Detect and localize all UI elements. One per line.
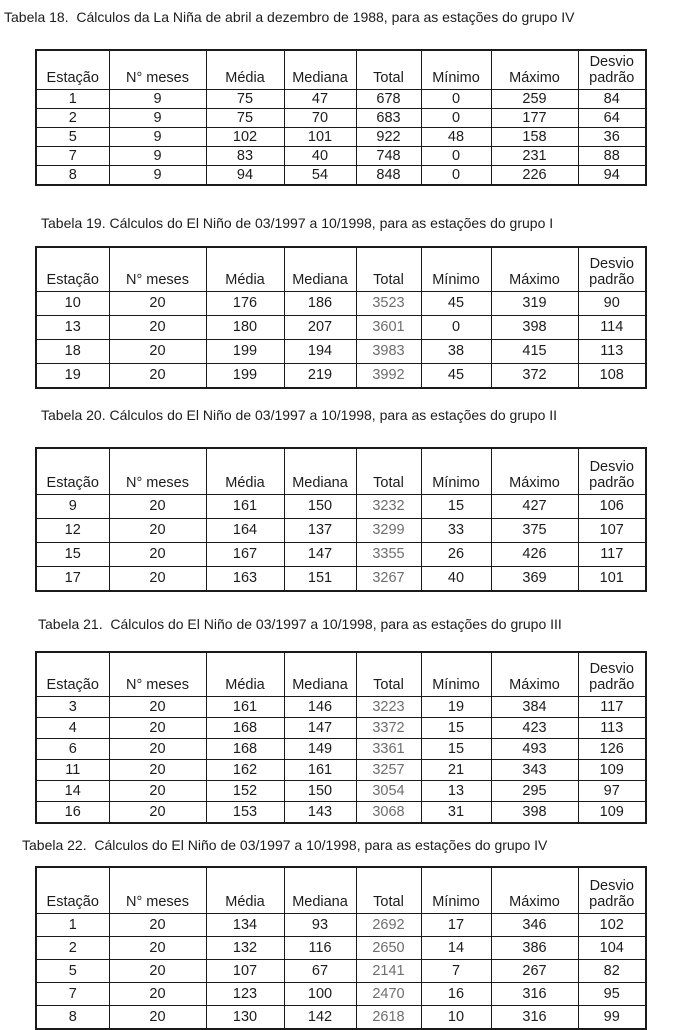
cell: 101 xyxy=(578,567,646,592)
column-header: Máximo xyxy=(491,247,578,292)
stats-table xyxy=(35,651,647,824)
cell: 168 xyxy=(206,739,284,760)
header-row xyxy=(36,247,646,292)
column-header: Mínimo xyxy=(421,50,491,90)
column-header: Máximo xyxy=(491,448,578,495)
cell: 75 xyxy=(206,90,284,109)
cell: 199 xyxy=(206,364,284,389)
cell: 2618 xyxy=(356,1006,421,1030)
cell: 848 xyxy=(356,166,421,186)
cell: 20 xyxy=(109,519,206,543)
cell: 398 xyxy=(491,802,578,824)
column-header: Mínimo xyxy=(421,247,491,292)
cell: 99 xyxy=(578,1006,646,1030)
table-section-20 xyxy=(0,389,674,592)
cell: 3601 xyxy=(356,316,421,340)
cell: 3054 xyxy=(356,781,421,802)
cell: 20 xyxy=(109,760,206,781)
cell: 372 xyxy=(491,364,578,389)
table-row xyxy=(36,90,646,109)
cell: 6 xyxy=(36,739,109,760)
table-row xyxy=(36,802,646,824)
cell: 10 xyxy=(421,1006,491,1030)
table-section-18 xyxy=(0,0,674,186)
column-header: Estação xyxy=(36,448,109,495)
column-header: Mínimo xyxy=(421,652,491,697)
cell: 9 xyxy=(109,90,206,109)
column-header: Média xyxy=(206,247,284,292)
cell: 9 xyxy=(109,109,206,128)
column-header: Mínimo xyxy=(421,448,491,495)
column-header: Total xyxy=(356,867,421,914)
cell: 5 xyxy=(36,960,109,983)
header-row xyxy=(36,448,646,495)
cell: 386 xyxy=(491,937,578,960)
cell: 2 xyxy=(36,109,109,128)
cell: 33 xyxy=(421,519,491,543)
cell: 3523 xyxy=(356,292,421,316)
cell: 152 xyxy=(206,781,284,802)
cell: 0 xyxy=(421,109,491,128)
cell: 26 xyxy=(421,543,491,567)
table-row xyxy=(36,697,646,718)
cell: 97 xyxy=(578,781,646,802)
cell: 9 xyxy=(109,128,206,147)
table-section-19 xyxy=(0,186,674,389)
cell: 40 xyxy=(284,147,356,166)
cell: 426 xyxy=(491,543,578,567)
column-header: Estação xyxy=(36,50,109,90)
cell: 20 xyxy=(109,292,206,316)
table-title: Tabela 21. Cálculos do El Niño de 03/1997 a 10/1998, para as estações do grupo III xyxy=(38,616,562,632)
table-row xyxy=(36,519,646,543)
cell: 45 xyxy=(421,292,491,316)
cell: 9 xyxy=(109,166,206,186)
cell: 102 xyxy=(578,914,646,937)
table-row xyxy=(36,983,646,1006)
cell: 38 xyxy=(421,340,491,364)
cell: 346 xyxy=(491,914,578,937)
header-row xyxy=(36,652,646,697)
cell: 16 xyxy=(36,802,109,824)
column-header: Total xyxy=(356,50,421,90)
cell: 20 xyxy=(109,1006,206,1030)
cell: 11 xyxy=(36,760,109,781)
cell: 20 xyxy=(109,316,206,340)
table-row xyxy=(36,567,646,592)
cell: 142 xyxy=(284,1006,356,1030)
table-row xyxy=(36,147,646,166)
cell: 9 xyxy=(36,495,109,519)
cell: 3355 xyxy=(356,543,421,567)
cell: 8 xyxy=(36,1006,109,1030)
cell: 14 xyxy=(36,781,109,802)
cell: 375 xyxy=(491,519,578,543)
cell: 31 xyxy=(421,802,491,824)
cell: 163 xyxy=(206,567,284,592)
cell: 54 xyxy=(284,166,356,186)
cell: 1 xyxy=(36,914,109,937)
cell: 104 xyxy=(578,937,646,960)
column-header: Máximo xyxy=(491,652,578,697)
cell: 109 xyxy=(578,760,646,781)
cell: 108 xyxy=(578,364,646,389)
table-row xyxy=(36,364,646,389)
cell: 93 xyxy=(284,914,356,937)
cell: 316 xyxy=(491,983,578,1006)
column-header: N° meses xyxy=(109,867,206,914)
cell: 147 xyxy=(284,718,356,739)
column-header: N° meses xyxy=(109,652,206,697)
cell: 64 xyxy=(578,109,646,128)
cell: 369 xyxy=(491,567,578,592)
cell: 137 xyxy=(284,519,356,543)
cell: 101 xyxy=(284,128,356,147)
table-title: Tabela 20. Cálculos do El Niño de 03/1997 a 10/1998, para as estações do grupo II xyxy=(41,407,558,423)
cell: 17 xyxy=(36,567,109,592)
cell: 158 xyxy=(491,128,578,147)
cell: 109 xyxy=(578,802,646,824)
cell: 231 xyxy=(491,147,578,166)
cell: 3068 xyxy=(356,802,421,824)
cell: 20 xyxy=(109,983,206,1006)
cell: 0 xyxy=(421,316,491,340)
cell: 316 xyxy=(491,1006,578,1030)
table-title: Tabela 19. Cálculos do El Niño de 03/1997 a 10/1998, para as estações do grupo I xyxy=(41,215,554,231)
cell: 20 xyxy=(109,781,206,802)
column-header: Estação xyxy=(36,247,109,292)
cell: 343 xyxy=(491,760,578,781)
cell: 177 xyxy=(491,109,578,128)
cell: 143 xyxy=(284,802,356,824)
cell: 151 xyxy=(284,567,356,592)
cell: 199 xyxy=(206,340,284,364)
table-row xyxy=(36,914,646,937)
cell: 7 xyxy=(36,147,109,166)
column-header: Total xyxy=(356,448,421,495)
cell: 153 xyxy=(206,802,284,824)
cell: 2470 xyxy=(356,983,421,1006)
cell: 20 xyxy=(109,739,206,760)
cell: 180 xyxy=(206,316,284,340)
stats-table xyxy=(35,246,647,389)
cell: 95 xyxy=(578,983,646,1006)
cell: 20 xyxy=(109,543,206,567)
cell: 15 xyxy=(421,739,491,760)
cell: 20 xyxy=(109,697,206,718)
column-header: Mediana xyxy=(284,247,356,292)
cell: 14 xyxy=(421,937,491,960)
cell: 7 xyxy=(36,983,109,1006)
cell: 922 xyxy=(356,128,421,147)
column-header: N° meses xyxy=(109,247,206,292)
cell: 67 xyxy=(284,960,356,983)
cell: 19 xyxy=(421,697,491,718)
column-header: Desvio padrão xyxy=(578,867,646,914)
stats-table xyxy=(35,866,647,1030)
cell: 12 xyxy=(36,519,109,543)
cell: 167 xyxy=(206,543,284,567)
cell: 415 xyxy=(491,340,578,364)
column-header: Desvio padrão xyxy=(578,652,646,697)
cell: 20 xyxy=(109,914,206,937)
table-section-21 xyxy=(0,592,674,824)
cell: 2692 xyxy=(356,914,421,937)
cell: 94 xyxy=(578,166,646,186)
column-header: Máximo xyxy=(491,50,578,90)
cell: 427 xyxy=(491,495,578,519)
cell: 164 xyxy=(206,519,284,543)
cell: 45 xyxy=(421,364,491,389)
cell: 20 xyxy=(109,567,206,592)
cell: 3257 xyxy=(356,760,421,781)
header-row xyxy=(36,50,646,90)
cell: 3983 xyxy=(356,340,421,364)
cell: 107 xyxy=(206,960,284,983)
table-section-22 xyxy=(0,824,674,1030)
column-header: Desvio padrão xyxy=(578,247,646,292)
stats-table xyxy=(35,447,647,592)
cell: 149 xyxy=(284,739,356,760)
column-header: Total xyxy=(356,247,421,292)
cell: 207 xyxy=(284,316,356,340)
cell: 384 xyxy=(491,697,578,718)
cell: 126 xyxy=(578,739,646,760)
column-header: Média xyxy=(206,50,284,90)
cell: 117 xyxy=(578,543,646,567)
column-header: Máximo xyxy=(491,867,578,914)
cell: 5 xyxy=(36,128,109,147)
cell: 83 xyxy=(206,147,284,166)
cell: 226 xyxy=(491,166,578,186)
table-row xyxy=(36,316,646,340)
column-header: Estação xyxy=(36,867,109,914)
cell: 0 xyxy=(421,90,491,109)
cell: 168 xyxy=(206,718,284,739)
table-row xyxy=(36,1006,646,1030)
table-row xyxy=(36,937,646,960)
column-header: Desvio padrão xyxy=(578,50,646,90)
cell: 113 xyxy=(578,340,646,364)
cell: 117 xyxy=(578,697,646,718)
cell: 146 xyxy=(284,697,356,718)
cell: 20 xyxy=(109,960,206,983)
column-header: Mediana xyxy=(284,448,356,495)
column-header: Média xyxy=(206,867,284,914)
cell: 132 xyxy=(206,937,284,960)
cell: 130 xyxy=(206,1006,284,1030)
column-header: Média xyxy=(206,448,284,495)
cell: 20 xyxy=(109,340,206,364)
table-row xyxy=(36,340,646,364)
cell: 3992 xyxy=(356,364,421,389)
cell: 20 xyxy=(109,495,206,519)
cell: 398 xyxy=(491,316,578,340)
table-row xyxy=(36,960,646,983)
cell: 75 xyxy=(206,109,284,128)
cell: 1 xyxy=(36,90,109,109)
cell: 267 xyxy=(491,960,578,983)
table-row xyxy=(36,739,646,760)
cell: 493 xyxy=(491,739,578,760)
cell: 102 xyxy=(206,128,284,147)
cell: 36 xyxy=(578,128,646,147)
cell: 15 xyxy=(421,495,491,519)
cell: 3 xyxy=(36,697,109,718)
cell: 19 xyxy=(36,364,109,389)
cell: 90 xyxy=(578,292,646,316)
column-header: N° meses xyxy=(109,448,206,495)
cell: 48 xyxy=(421,128,491,147)
cell: 70 xyxy=(284,109,356,128)
cell: 2650 xyxy=(356,937,421,960)
cell: 20 xyxy=(109,937,206,960)
table-row xyxy=(36,781,646,802)
cell: 162 xyxy=(206,760,284,781)
cell: 113 xyxy=(578,718,646,739)
cell: 114 xyxy=(578,316,646,340)
cell: 123 xyxy=(206,983,284,1006)
cell: 3232 xyxy=(356,495,421,519)
cell: 150 xyxy=(284,781,356,802)
cell: 7 xyxy=(421,960,491,983)
cell: 219 xyxy=(284,364,356,389)
cell: 106 xyxy=(578,495,646,519)
cell: 21 xyxy=(421,760,491,781)
header-row xyxy=(36,867,646,914)
cell: 3361 xyxy=(356,739,421,760)
cell: 161 xyxy=(206,697,284,718)
column-header: Mediana xyxy=(284,652,356,697)
table-row xyxy=(36,760,646,781)
table-row xyxy=(36,292,646,316)
cell: 295 xyxy=(491,781,578,802)
cell: 8 xyxy=(36,166,109,186)
column-header: Mínimo xyxy=(421,867,491,914)
table-row xyxy=(36,495,646,519)
column-header: Estação xyxy=(36,652,109,697)
cell: 20 xyxy=(109,364,206,389)
cell: 0 xyxy=(421,166,491,186)
cell: 9 xyxy=(109,147,206,166)
cell: 319 xyxy=(491,292,578,316)
cell: 20 xyxy=(109,802,206,824)
stats-table xyxy=(35,49,647,186)
cell: 3299 xyxy=(356,519,421,543)
cell: 176 xyxy=(206,292,284,316)
cell: 748 xyxy=(356,147,421,166)
table-row xyxy=(36,166,646,186)
cell: 20 xyxy=(109,718,206,739)
cell: 150 xyxy=(284,495,356,519)
cell: 259 xyxy=(491,90,578,109)
table-row xyxy=(36,128,646,147)
cell: 194 xyxy=(284,340,356,364)
cell: 186 xyxy=(284,292,356,316)
table-row xyxy=(36,718,646,739)
cell: 15 xyxy=(421,718,491,739)
cell: 17 xyxy=(421,914,491,937)
cell: 116 xyxy=(284,937,356,960)
cell: 161 xyxy=(206,495,284,519)
cell: 678 xyxy=(356,90,421,109)
cell: 3372 xyxy=(356,718,421,739)
column-header: Mediana xyxy=(284,50,356,90)
cell: 2141 xyxy=(356,960,421,983)
cell: 84 xyxy=(578,90,646,109)
cell: 3223 xyxy=(356,697,421,718)
table-title: Tabela 18. Cálculos da La Niña de abril a dezembro de 1988, para as estações do grupo IV xyxy=(4,9,575,25)
cell: 13 xyxy=(36,316,109,340)
cell: 18 xyxy=(36,340,109,364)
cell: 16 xyxy=(421,983,491,1006)
cell: 100 xyxy=(284,983,356,1006)
cell: 0 xyxy=(421,147,491,166)
column-header: Total xyxy=(356,652,421,697)
cell: 161 xyxy=(284,760,356,781)
table-title: Tabela 22. Cálculos do El Niño de 03/1997 a 10/1998, para as estações do grupo IV xyxy=(22,837,548,853)
cell: 82 xyxy=(578,960,646,983)
cell: 88 xyxy=(578,147,646,166)
cell: 4 xyxy=(36,718,109,739)
cell: 423 xyxy=(491,718,578,739)
table-row xyxy=(36,109,646,128)
cell: 15 xyxy=(36,543,109,567)
column-header: Desvio padrão xyxy=(578,448,646,495)
cell: 683 xyxy=(356,109,421,128)
cell: 3267 xyxy=(356,567,421,592)
cell: 107 xyxy=(578,519,646,543)
table-row xyxy=(36,543,646,567)
cell: 47 xyxy=(284,90,356,109)
cell: 2 xyxy=(36,937,109,960)
cell: 134 xyxy=(206,914,284,937)
cell: 147 xyxy=(284,543,356,567)
cell: 40 xyxy=(421,567,491,592)
column-header: Mediana xyxy=(284,867,356,914)
column-header: Média xyxy=(206,652,284,697)
cell: 94 xyxy=(206,166,284,186)
cell: 10 xyxy=(36,292,109,316)
cell: 13 xyxy=(421,781,491,802)
column-header: N° meses xyxy=(109,50,206,90)
